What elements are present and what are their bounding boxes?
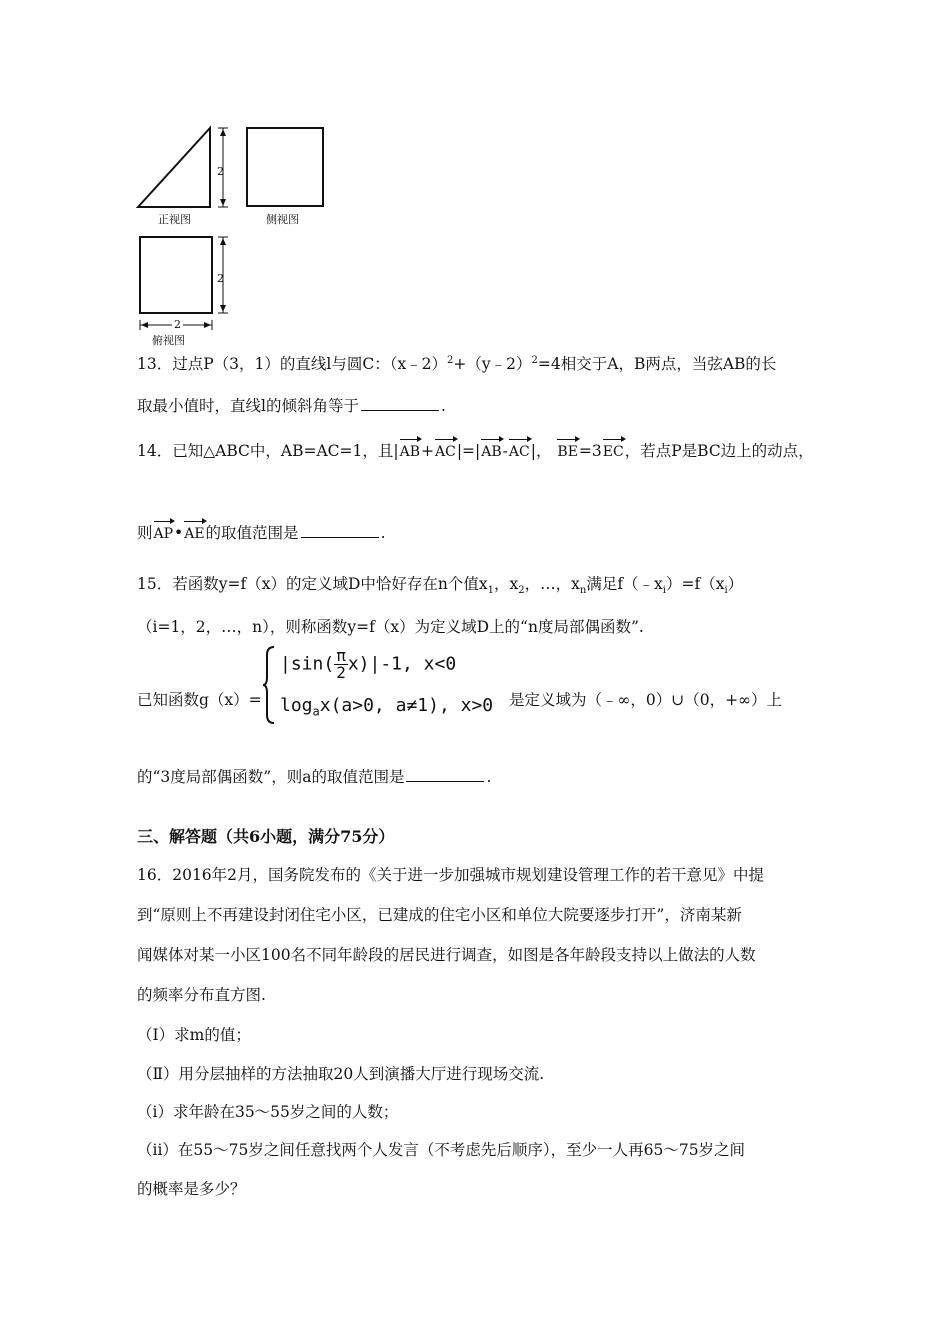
q14-line2: 则AP•AE的取值范围是 . <box>137 520 386 543</box>
top-view-label: 俯视图 <box>152 334 185 347</box>
q14-line1: 14．已知△ABC中，AB=AC=1，且|AB+AC|=|AB-AC|， BE=3EC，若点P是BC边上的动点， <box>137 438 814 461</box>
vector-AP: AP <box>154 520 174 542</box>
side-view-square <box>247 128 323 206</box>
front-view-label: 正视图 <box>158 213 191 226</box>
front-view-triangle <box>138 128 210 207</box>
q15-line3-pre: 已知函数g（x）= <box>137 691 262 709</box>
q15-line3-post: 是定义域为（﹣∞，0）∪（0，+∞）上 <box>509 691 783 709</box>
q16-line4: 的频率分布直方图. <box>137 986 266 1004</box>
q14-answer-blank[interactable] <box>301 536 379 538</box>
q16-part2ii-line1: （ii）在55～75岁之间任意找两个人发言（不考虑先后顺序），至少一人再65～75岁之间 <box>137 1141 746 1159</box>
vector-AE: AE <box>184 520 204 542</box>
q16-part2: （Ⅱ）用分层抽样的方法抽取20人到演播大厅进行现场交流. <box>137 1065 545 1083</box>
top-view-dimension-horizontal: 2 <box>174 318 181 331</box>
front-view-dimension: 2 <box>217 165 224 178</box>
vector-AC: AC <box>435 438 456 460</box>
q16-part2ii-line2: 的概率是多少？ <box>137 1180 246 1198</box>
q15-line2: （i=1，2，…，n），则称函数y=f（x）为定义域D上的“n度局部偶函数”. <box>137 618 644 636</box>
q13-answer-blank[interactable] <box>361 409 439 411</box>
side-view-label: 侧视图 <box>266 213 299 226</box>
section-3-heading: 三、解答题（共6小题，满分75分） <box>137 827 395 846</box>
top-view-dimension-vertical: 2 <box>217 272 224 285</box>
q16-part2i: （i）求年龄在35～55岁之间的人数； <box>137 1103 399 1121</box>
vector-BE: BE <box>557 438 578 460</box>
q16-line3: 闻媒体对某一小区100名不同年龄段的居民进行调查，如图是各年龄段支持以上做法的人数 <box>137 946 756 964</box>
vector-EC: EC <box>603 438 624 460</box>
top-view-square <box>140 237 212 313</box>
vector-AC-2: AC <box>509 438 530 460</box>
q13-line1: 13．过点P（3，1）的直线l与圆C：（x﹣2）$^2$+（y﹣2）$^2$=4相交于A，B两点，当弦AB的长 <box>137 354 777 373</box>
q16-line1: 16．2016年2月，国务院发布的《关于进一步加强城市规划建设管理工作的若干意见》中提 <box>137 866 765 884</box>
q15-answer-blank[interactable] <box>406 780 484 782</box>
vector-AB: AB <box>400 438 420 460</box>
q16-part1: （Ⅰ）求m的值； <box>137 1026 251 1044</box>
vector-AB-2: AB <box>481 438 501 460</box>
fraction-pi-over-2: $\frac{\pi}{2}$ <box>336 646 346 682</box>
q15-line1: 15．若函数y=f（x）的定义域D中恰好存在n个值$x_1$，$x_2$，…，$x_n$满足$f(﹣x_i)=f(x_i)$ <box>137 575 744 597</box>
piece-2: $\log_ax(a>0$, a≠1), x>0 <box>280 695 494 719</box>
q15-line4: 的“3度局部偶函数”，则a的取值范围是 . <box>137 768 492 786</box>
piecewise-brace <box>262 645 276 725</box>
three-view-figure <box>130 120 340 350</box>
piece-1: |sin( $\frac{\pi}{2}$ x)|-1, x<0 <box>280 646 457 682</box>
q16-line2: 到“原则上不再建设封闭住宅小区，已建成的住宅小区和单位大院要逐步打开”，济南某新 <box>137 906 742 924</box>
q13-line2: 取最小值时，直线l的倾斜角等于 . <box>137 397 446 415</box>
